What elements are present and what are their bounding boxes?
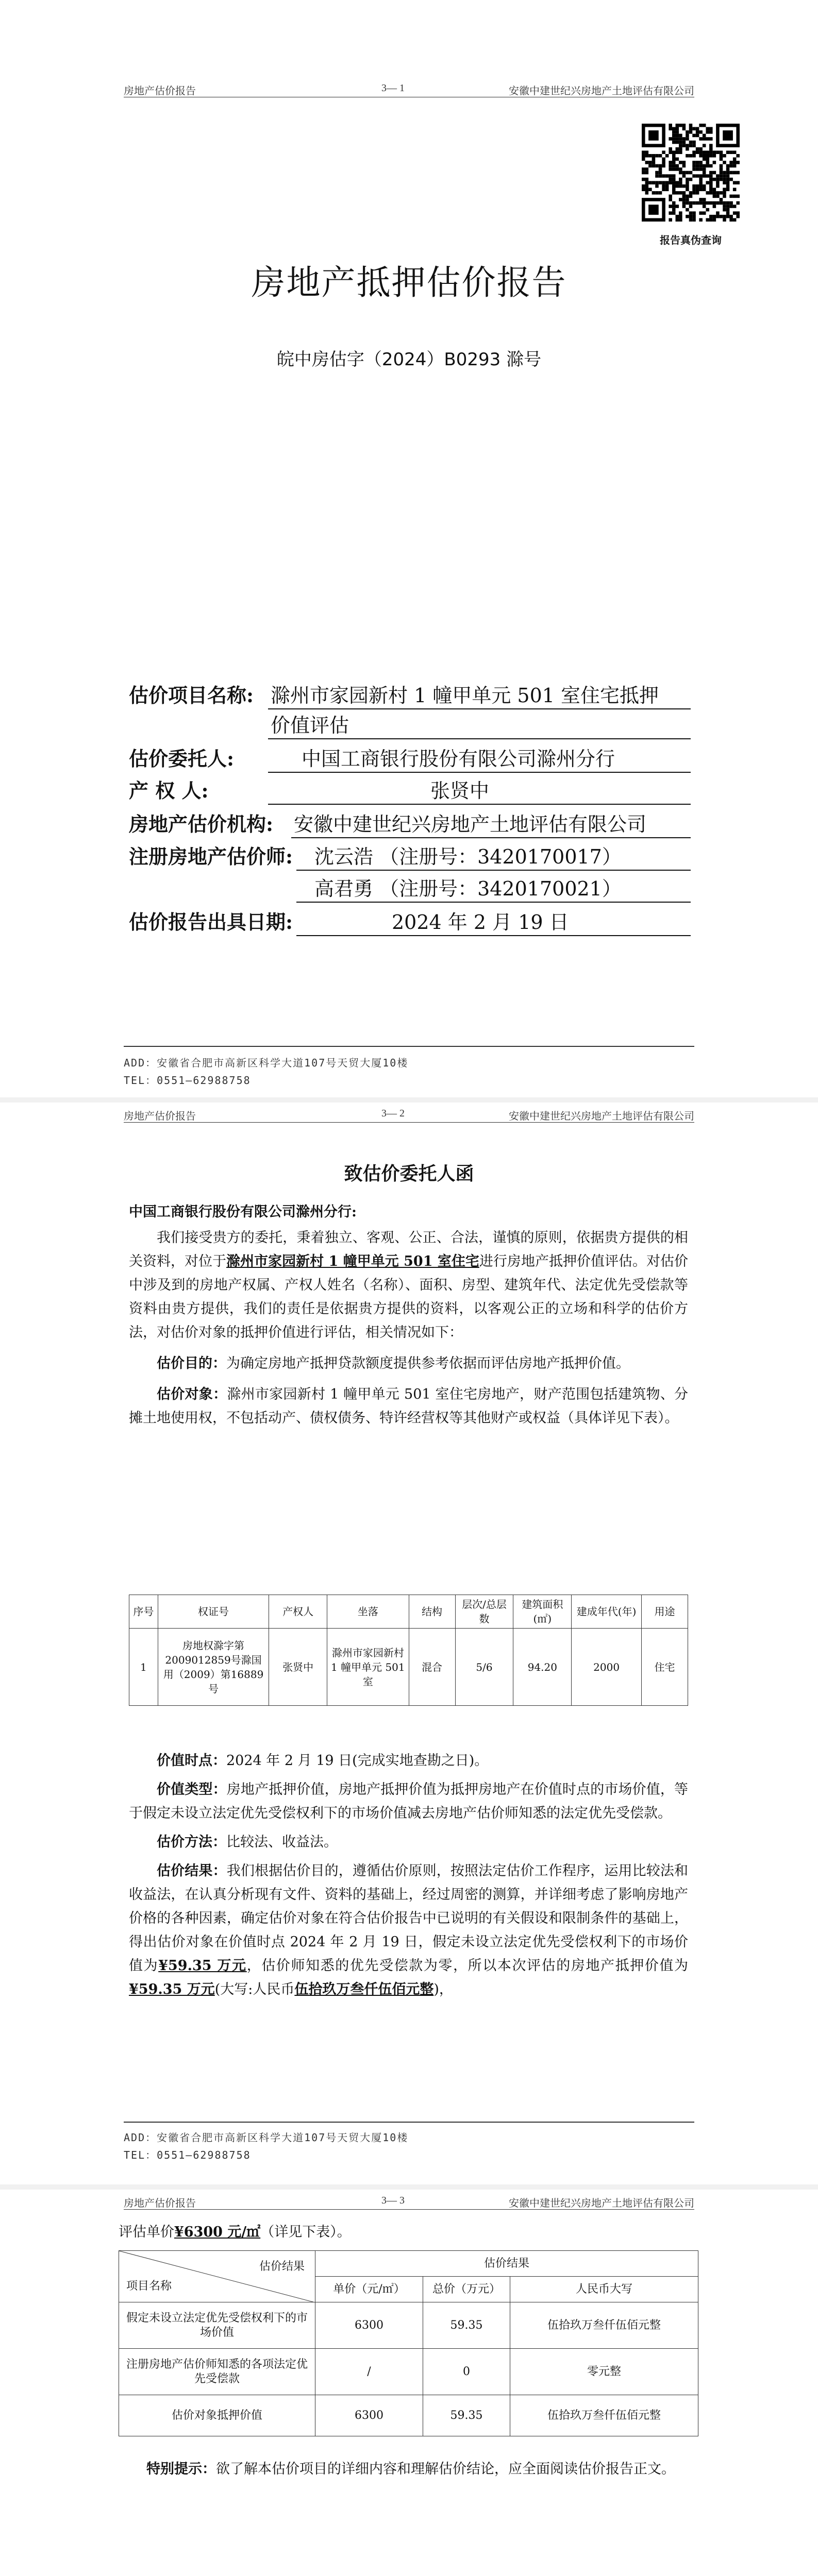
object-paragraph bbox=[129, 1383, 688, 1430]
unit-price-note: （详见下表）。 bbox=[260, 2224, 351, 2240]
footer-address: ADD：安徽省合肥市高新区科学大道107号天贸大厦10楼 bbox=[124, 2131, 409, 2144]
owner-value: 张贤中 bbox=[430, 779, 490, 802]
page-mark: 3— 3 bbox=[381, 2195, 405, 2206]
header-left: 房地产估价报告 bbox=[124, 2198, 196, 2209]
agency-label: 房地产估价机构: bbox=[129, 812, 274, 836]
object-label: 估价对象： bbox=[157, 1386, 227, 1402]
project-name-value: 滁州市家园新村 1 幢甲单元 501 室住宅抵押 bbox=[271, 684, 659, 707]
intro-text: 我们接受贵方的委托，秉着独立、客观、公正、合法，谨慎的原则，依据贵方提供的相关资料，对位于 bbox=[129, 1230, 688, 1269]
table-header: 产权人 bbox=[269, 1595, 327, 1629]
unit-price-value: ¥6300 元/㎡ bbox=[174, 2224, 261, 2240]
project-name-value-2: 价值评估 bbox=[271, 714, 349, 737]
table-row bbox=[119, 2349, 698, 2395]
header-left: 房地产估价报告 bbox=[124, 1111, 196, 1122]
table-header: 人民币大写 bbox=[510, 2277, 698, 2302]
table-header: 单价（元/㎡） bbox=[315, 2277, 423, 2302]
result-text-2: ，估价师知悉的优先受偿款为零，所以本次评估的房地产抵押价值为 bbox=[246, 1958, 689, 1974]
page-break bbox=[0, 1097, 818, 1103]
project-underline-1 bbox=[268, 708, 691, 709]
table-cell: 住宅 bbox=[641, 1629, 688, 1706]
footer-divider bbox=[124, 1046, 694, 1047]
appraiser-2: 高君勇 （注册号：3420170021） bbox=[314, 877, 622, 900]
table-row bbox=[119, 2395, 698, 2436]
table-header: 总价（万元） bbox=[423, 2277, 510, 2302]
table-cell: 房地权滁字第2009012859号滁国用（2009）第16889号 bbox=[158, 1629, 269, 1706]
purpose-text: 为确定房地产抵押贷款额度提供参考依据而评估房地产抵押价值。 bbox=[226, 1355, 630, 1371]
table-header-row bbox=[119, 2251, 698, 2277]
date-value: 2024 年 2 月 19 日 bbox=[392, 911, 569, 934]
unit-price-label: 评估单价 bbox=[119, 2224, 174, 2240]
value-date-label: 价值时点： bbox=[157, 1753, 226, 1769]
unit-price-line bbox=[119, 2221, 678, 2244]
table-cell: 59.35 bbox=[423, 2395, 510, 2436]
table-cell: 注册房地产估价师知悉的各项法定优先受偿款 bbox=[119, 2349, 315, 2395]
table-cell: 59.35 bbox=[423, 2302, 510, 2349]
table-cell: 滁州市家园新村 1 幢甲单元 501 室 bbox=[327, 1629, 409, 1706]
page-mark: 3— 2 bbox=[381, 1108, 405, 1119]
method-label: 估价方法： bbox=[157, 1834, 226, 1850]
table-row bbox=[119, 2302, 698, 2349]
header-divider bbox=[124, 2209, 694, 2210]
result-page bbox=[0, 2190, 818, 2576]
table-header: 坐落 bbox=[327, 1595, 409, 1629]
table-header: 序号 bbox=[129, 1595, 158, 1629]
value-type-label: 价值类型： bbox=[157, 1782, 227, 1798]
special-text: 欲了解本估价项目的详细内容和理解估价结论，应全面阅读估价报告正文。 bbox=[216, 2461, 675, 2477]
letter-page bbox=[0, 1103, 818, 2184]
table-header: 用途 bbox=[641, 1595, 688, 1629]
appraiser-label: 注册房地产估价师: bbox=[129, 845, 293, 868]
intro-text-2: 进行房地产抵押价值评估。对估价中涉及到的房地产权属、产权人姓名（名称）、面积、房型、建筑年代、法定优先受偿款等资料由贵方提供，我们的责任是依据贵方提供的资料，以客观公正的立场和科学的估价方法，对估价对象的抵押价值进行评估，相关情况如下： bbox=[129, 1253, 689, 1341]
special-note bbox=[119, 2458, 698, 2481]
table-cell: / bbox=[315, 2349, 423, 2395]
table-cell: 张贤中 bbox=[269, 1629, 327, 1706]
table-cell: 零元整 bbox=[510, 2349, 698, 2395]
report-title: 房地产抵押估价报告 bbox=[251, 263, 567, 302]
page-footer bbox=[124, 1054, 408, 1089]
result-label: 估价结果： bbox=[157, 1863, 227, 1879]
agency-value: 安徽中建世纪兴房地产土地评估有限公司 bbox=[294, 813, 647, 836]
project-name-label: 估价项目名称: bbox=[129, 684, 254, 707]
purpose-label: 估价目的： bbox=[157, 1355, 226, 1371]
table-header: 结构 bbox=[409, 1595, 455, 1629]
corner-bottom-label: 项目名称 bbox=[126, 2279, 172, 2293]
header-divider bbox=[124, 1122, 694, 1123]
table-row bbox=[129, 1629, 688, 1706]
page-break bbox=[0, 2184, 818, 2190]
header-left: 房地产估价报告 bbox=[124, 86, 196, 97]
result-table bbox=[119, 2250, 698, 2436]
qr-code[interactable] bbox=[642, 124, 740, 222]
result-text: 我们根据估价目的，遵循估价原则，按照法定估价工作程序，运用比较法和收益法，在认真分析现有文件、资料的基础上，经过周密的测算，并详细考虑了影响房地产价格的各种因素，确定估价对象在符合估价报告中已说明的有关假设和限制条件的基础上，得出估价对象在价值时点 2024 年 2 月 19 日，假定未设立法定优先受偿权利下的市场价值为 bbox=[129, 1863, 689, 1974]
intro-paragraph bbox=[129, 1226, 688, 1345]
value-date-paragraph bbox=[129, 1749, 688, 1773]
agency-underline bbox=[291, 837, 691, 838]
market-value: ¥59.35 万元 bbox=[158, 1958, 247, 1974]
footer-tel: TEL：0551—62988758 bbox=[124, 2149, 251, 2161]
table-cell: 伍拾玖万叁仟伍佰元整 bbox=[510, 2395, 698, 2436]
property-address: 滁州市家园新村 1 幢甲单元 501 室住宅 bbox=[226, 1253, 479, 1269]
method-text: 比较法、收益法。 bbox=[226, 1834, 338, 1850]
method-paragraph bbox=[129, 1831, 688, 1854]
corner-cell bbox=[119, 2251, 315, 2302]
page-footer bbox=[124, 2129, 408, 2164]
table-header: 建成年代(年) bbox=[572, 1595, 642, 1629]
addressee: 中国工商银行股份有限公司滁州分行: bbox=[129, 1204, 357, 1220]
table-header: 层次/总层数 bbox=[455, 1595, 513, 1629]
cover-page bbox=[0, 0, 818, 1097]
table-cell: 6300 bbox=[315, 2395, 423, 2436]
mortgage-value: ¥59.35 万元 bbox=[129, 1981, 215, 1997]
client-value: 中国工商银行股份有限公司滁州分行 bbox=[302, 748, 615, 770]
value-type-paragraph bbox=[129, 1778, 688, 1825]
project-underline-2 bbox=[268, 738, 691, 739]
corner-top-label: 估价结果 bbox=[259, 2260, 305, 2273]
table-cell: 伍拾玖万叁仟伍佰元整 bbox=[510, 2302, 698, 2349]
property-table bbox=[129, 1595, 688, 1706]
table-cell: 0 bbox=[423, 2349, 510, 2395]
client-label: 估价委托人: bbox=[129, 747, 235, 770]
table-cell: 94.20 bbox=[513, 1629, 572, 1706]
header-right: 安徽中建世纪兴房地产土地评估有限公司 bbox=[509, 2198, 694, 2209]
value-date-text: 2024 年 2 月 19 日(完成实地查勘之日)。 bbox=[226, 1753, 489, 1769]
header-right: 安徽中建世纪兴房地产土地评估有限公司 bbox=[509, 1111, 694, 1122]
table-header: 权证号 bbox=[158, 1595, 269, 1629]
mortgage-value-words: 伍拾玖万叁仟伍佰元整 bbox=[294, 1981, 434, 1997]
special-paragraph bbox=[119, 2458, 698, 2481]
table-cell: 5/6 bbox=[455, 1629, 513, 1706]
table-cell: 估价对象抵押价值 bbox=[119, 2395, 315, 2436]
footer-address: ADD：安徽省合肥市高新区科学大道107号天贸大厦10楼 bbox=[124, 1057, 409, 1069]
appraiser-underline-1 bbox=[296, 870, 691, 871]
footer-divider bbox=[124, 2122, 694, 2123]
result-text-3: (大写:人民币 bbox=[214, 1981, 295, 1997]
purpose-paragraph bbox=[129, 1352, 688, 1376]
table-cell: 1 bbox=[129, 1629, 158, 1706]
letter-body bbox=[129, 1200, 688, 1430]
table-cell: 假定未设立法定优先受偿权利下的市场价值 bbox=[119, 2302, 315, 2349]
table-group-header: 估价结果 bbox=[315, 2251, 698, 2277]
owner-label: 产 权 人: bbox=[129, 779, 209, 802]
value-type-text: 房地产抵押价值，房地产抵押价值为抵押房地产在价值时点的市场价值，等于假定未设立法定优先受偿权利下的市场价值减去房地产估价师知悉的法定优先受偿款。 bbox=[129, 1782, 689, 1821]
qr-caption: 报告真伪查询 bbox=[660, 234, 722, 246]
client-underline bbox=[268, 772, 691, 773]
table-cell: 2000 bbox=[572, 1629, 642, 1706]
page-mark: 3— 1 bbox=[381, 82, 405, 94]
date-underline bbox=[296, 935, 691, 936]
owner-underline bbox=[268, 804, 691, 805]
result-paragraph bbox=[129, 1859, 688, 2002]
report-number: 皖中房估字（2024）B0293 滁号 bbox=[276, 349, 542, 370]
table-header-row bbox=[129, 1595, 688, 1629]
appraiser-1: 沈云浩 （注册号：3420170017） bbox=[314, 845, 622, 868]
letter-body-2 bbox=[129, 1749, 688, 2002]
footer-tel: TEL：0551—62988758 bbox=[124, 1074, 251, 1087]
result-text-4: )， bbox=[433, 1981, 453, 1997]
table-cell: 6300 bbox=[315, 2302, 423, 2349]
table-cell: 混合 bbox=[409, 1629, 455, 1706]
appraiser-underline-2 bbox=[296, 902, 691, 903]
object-text: 滁州市家园新村 1 幢甲单元 501 室住宅房地产，财产范围包括建筑物、分摊土地使用权，不包括动产、债权债务、特许经营权等其他财产或权益（具体详见下表）。 bbox=[129, 1386, 689, 1426]
diagonal-line bbox=[119, 2251, 315, 2302]
letter-title: 致估价委托人函 bbox=[344, 1163, 474, 1184]
special-label: 特别提示： bbox=[146, 2461, 216, 2477]
table-header: 建筑面积(㎡) bbox=[513, 1595, 572, 1629]
header-right: 安徽中建世纪兴房地产土地评估有限公司 bbox=[509, 86, 694, 97]
date-label: 估价报告出具日期: bbox=[129, 910, 293, 934]
